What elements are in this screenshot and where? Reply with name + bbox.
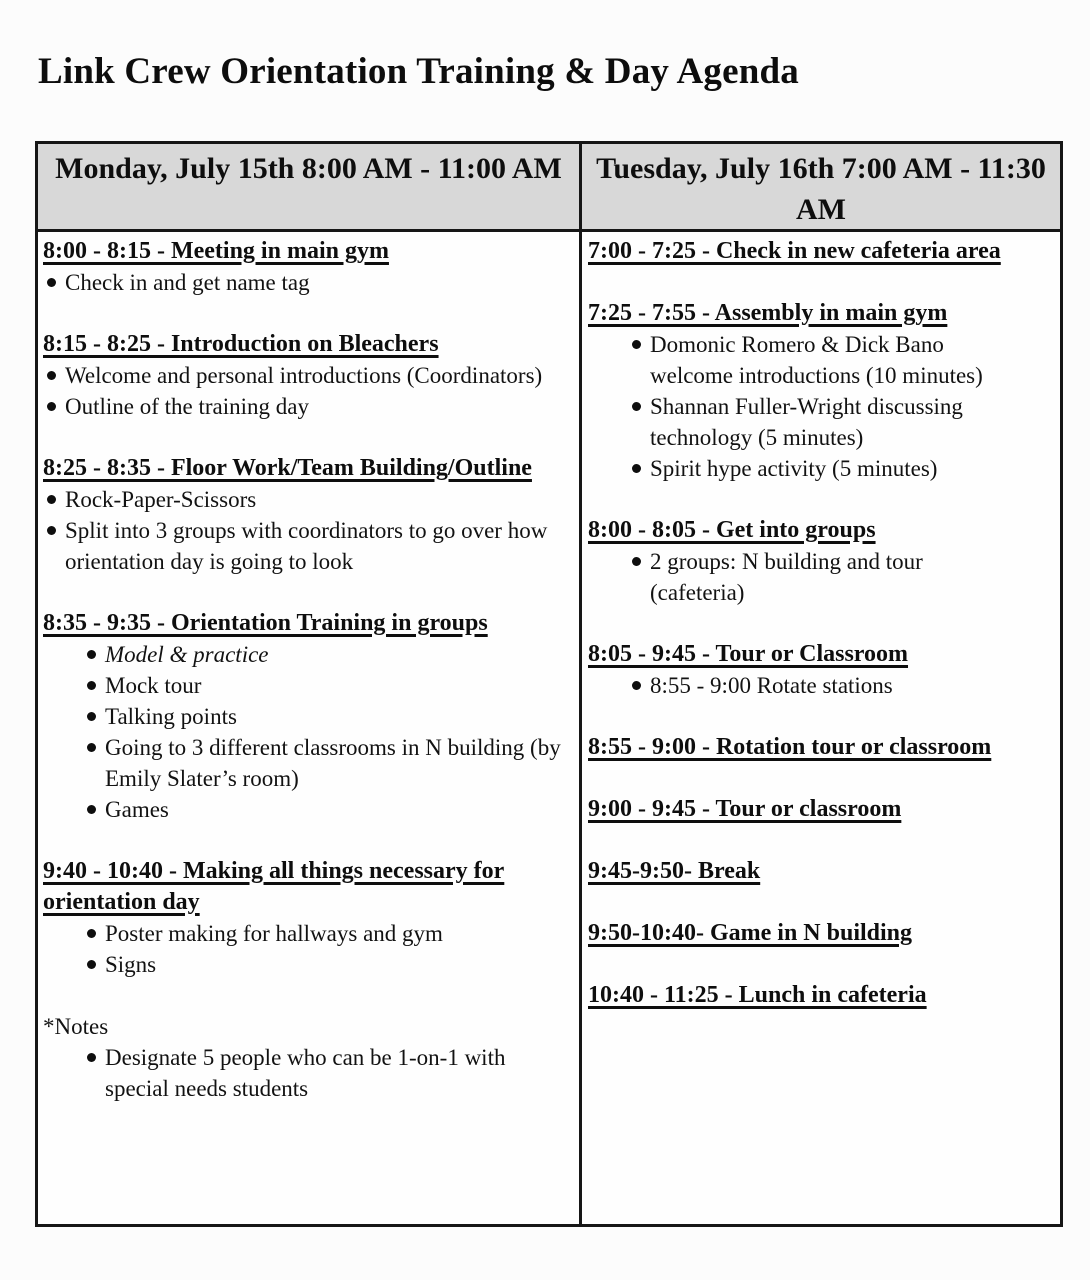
- bullet-icon: [47, 278, 56, 287]
- list-item-text: Spirit hype activity (5 minutes): [650, 456, 938, 481]
- section-heading: 8:15 - 8:25 - Introduction on Bleachers: [43, 331, 439, 357]
- section-heading: 10:40 - 11:25 - Lunch in cafeteria: [588, 982, 927, 1008]
- list-item: [87, 794, 571, 825]
- list-item-text: Domonic Romero & Dick Bano welcome introductions (10 minutes): [650, 332, 983, 388]
- agenda-section: [588, 298, 1052, 484]
- agenda-section: [43, 453, 571, 577]
- list-item: [47, 267, 571, 298]
- list-item-text: Games: [105, 797, 169, 822]
- list-item: [632, 546, 1052, 608]
- list-item-text: Outline of the training day: [65, 394, 309, 419]
- agenda-section: [588, 515, 1052, 608]
- agenda-table: [35, 141, 1063, 1227]
- bullet-icon: [87, 712, 96, 721]
- agenda-section: [43, 1011, 571, 1104]
- list-item-text: Talking points: [105, 704, 237, 729]
- agenda-section: [43, 856, 571, 980]
- section-heading: 9:40 - 10:40 - Making all things necessary for orientation day: [43, 858, 505, 915]
- list-item: [632, 391, 1052, 453]
- list-item: [87, 949, 571, 980]
- agenda-section: [588, 918, 1052, 949]
- list-item: [47, 515, 571, 577]
- section-heading: 9:50-10:40- Game in N building: [588, 920, 913, 946]
- bullet-icon: [87, 681, 96, 690]
- list-item-text: Going to 3 different classrooms in N building (by Emily Slater’s room): [105, 735, 561, 791]
- list-item: [47, 360, 571, 391]
- list-item: [87, 639, 571, 670]
- section-heading: 8:00 - 8:05 - Get into groups: [588, 517, 876, 543]
- list-item-text: Designate 5 people who can be 1-on-1 with special needs students: [105, 1045, 506, 1101]
- list-item: [632, 329, 1052, 391]
- agenda-section: [588, 980, 1052, 1011]
- bullet-icon: [87, 929, 96, 938]
- list-item-text: Signs: [105, 952, 157, 977]
- bullet-icon: [47, 495, 56, 504]
- section-heading: 8:55 - 9:00 - Rotation tour or classroom: [588, 734, 992, 760]
- list-item: [87, 701, 571, 732]
- agenda-section: [588, 236, 1052, 267]
- list-item-text: Mock tour: [105, 673, 202, 698]
- list-item: [87, 918, 571, 949]
- bullet-icon: [632, 681, 641, 690]
- list-item: [632, 670, 1052, 701]
- list-item-text: Welcome and personal introductions (Coordinators): [65, 363, 543, 388]
- list-item-text: Shannan Fuller-Wright discussing technology (5 minutes): [650, 394, 963, 450]
- page-title: Link Crew Orientation Training & Day Agenda: [38, 51, 800, 92]
- bullet-icon: [87, 743, 96, 752]
- agenda-section: [588, 856, 1052, 887]
- section-heading: 7:25 - 7:55 - Assembly in main gym: [588, 300, 948, 326]
- list-item: [87, 1042, 571, 1104]
- bullet-icon: [632, 464, 641, 473]
- section-heading: 9:00 - 9:45 - Tour or classroom: [588, 796, 902, 822]
- list-item-text: Poster making for hallways and gym: [105, 921, 443, 946]
- agenda-section: [43, 329, 571, 422]
- bullet-icon: [632, 557, 641, 566]
- agenda-section: [588, 794, 1052, 825]
- agenda-section: [588, 732, 1052, 763]
- list-item-text: Rock-Paper-Scissors: [65, 487, 257, 512]
- bullet-icon: [632, 340, 641, 349]
- section-heading: 8:35 - 9:35 - Orientation Training in groups: [43, 610, 488, 636]
- list-item-text: 2 groups: N building and tour (cafeteria): [650, 549, 923, 605]
- list-item: [87, 670, 571, 701]
- list-item-text: Split into 3 groups with coordinators to go over how orientation day is going to look: [65, 518, 548, 574]
- section-heading: 8:00 - 8:15 - Meeting in main gym: [43, 238, 389, 264]
- section-heading: 8:25 - 8:35 - Floor Work/Team Building/Outline: [43, 455, 532, 481]
- bullet-icon: [632, 402, 641, 411]
- list-item: [632, 453, 1052, 484]
- section-heading: 8:05 - 9:45 - Tour or Classroom: [588, 641, 909, 667]
- column-body-tuesday: [579, 232, 1060, 1224]
- column-header-tuesday: Tuesday, July 16th 7:00 AM - 11:30 AM: [579, 144, 1060, 232]
- column-body-monday: [38, 232, 579, 1224]
- bullet-icon: [47, 371, 56, 380]
- list-item-text: 8:55 - 9:00 Rotate stations: [650, 673, 893, 698]
- agenda-section: [43, 608, 571, 825]
- bullet-icon: [47, 402, 56, 411]
- list-item: [87, 732, 571, 794]
- section-heading: 9:45-9:50- Break: [588, 858, 761, 884]
- bullet-icon: [87, 1053, 96, 1062]
- list-item-text: Model & practice: [105, 642, 269, 667]
- agenda-section: [43, 236, 571, 298]
- list-item-text: Check in and get name tag: [65, 270, 310, 295]
- list-item: [47, 484, 571, 515]
- bullet-icon: [87, 650, 96, 659]
- bullet-icon: [47, 526, 56, 535]
- bullet-icon: [87, 805, 96, 814]
- agenda-section: [588, 639, 1052, 701]
- list-item: [47, 391, 571, 422]
- section-heading: 7:00 - 7:25 - Check in new cafeteria area: [588, 238, 1001, 264]
- column-header-monday: Monday, July 15th 8:00 AM - 11:00 AM: [38, 144, 579, 232]
- bullet-icon: [87, 960, 96, 969]
- notes-label: *Notes: [43, 1014, 109, 1039]
